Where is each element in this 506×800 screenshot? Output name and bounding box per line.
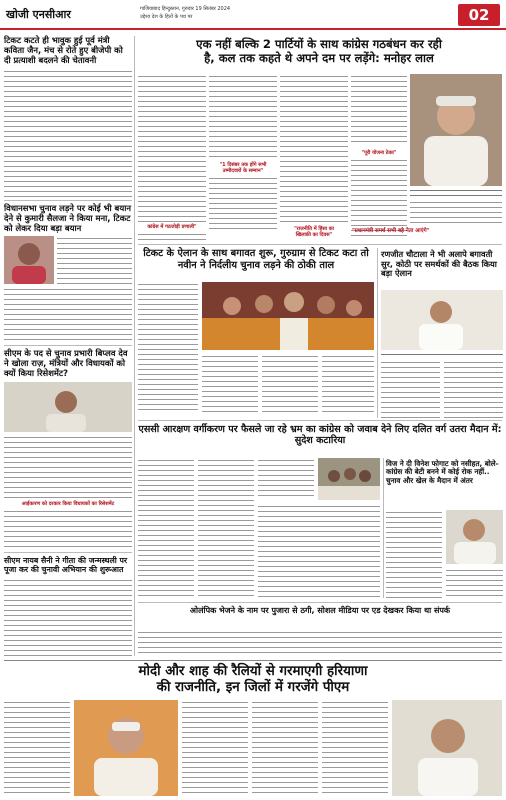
story2-headline: विधानसभा चुनाव लड़ने पर कोई भी बयान देने से कुमारी सैलजा ने किया मना, टिकट को लेकर दिया बड़ा बयान bbox=[4, 202, 132, 233]
lead-headline bbox=[138, 38, 500, 65]
page-header bbox=[0, 0, 506, 30]
story3-headline: सीएम के पद से चुनाव प्रभारी बिप्लव देव ने खोला राज़, मंत्रियों और विधायकों को क्यों किया रिसेशमेंट? bbox=[4, 348, 128, 379]
lead-subhead-1-line1: "1 दिसंबर तक होंगे सभी bbox=[219, 162, 267, 168]
story3-body bbox=[4, 435, 132, 499]
divider bbox=[4, 200, 132, 201]
story8-body-b bbox=[446, 568, 503, 598]
bottom-body-c bbox=[252, 700, 318, 796]
lead-body-col1b bbox=[138, 232, 206, 240]
masthead-meta bbox=[140, 5, 230, 21]
column-rule bbox=[134, 36, 135, 656]
kumari-selja-photo bbox=[4, 236, 54, 284]
story2-body-b bbox=[4, 287, 132, 342]
story2-row bbox=[4, 236, 132, 284]
portrait-icon bbox=[381, 290, 503, 350]
lead-body-col2 bbox=[209, 74, 277, 160]
page-number: 02 bbox=[458, 4, 500, 26]
portrait-icon bbox=[4, 382, 132, 432]
biplab-deb-photo bbox=[4, 382, 132, 432]
crowd-icon bbox=[202, 282, 374, 350]
lead-subhead-3-line1: "राजनीति में हिंसा का bbox=[294, 226, 334, 232]
bottom-body-b bbox=[182, 700, 248, 796]
lead-subhead-1 bbox=[209, 162, 277, 174]
lead-subhead-3 bbox=[280, 226, 348, 238]
portrait-icon bbox=[446, 510, 503, 564]
story5-body-c bbox=[262, 354, 318, 412]
story9-headline: ओलंपिक भेजने के नाम पर पुजारा से ठगी, सोशल मीडिया पर एड देखकर किया था संपर्क bbox=[189, 606, 451, 615]
story2-body-a bbox=[57, 236, 132, 284]
story5-headline: टिकट के ऐलान के साथ बगावत शुरू, गुरुग्राम से टिकट कटा तो नवीन ने निर्दलीय चुनाव लड़ने की ठोकी ताल bbox=[143, 248, 369, 271]
manohar-lal-photo bbox=[410, 74, 502, 186]
divider bbox=[138, 602, 502, 603]
anil-vij-photo bbox=[446, 510, 503, 564]
amit-shah-photo bbox=[392, 700, 502, 796]
left-column bbox=[4, 36, 132, 656]
lead-subhead-3-line2: खिलाफ़ी का दिवस" bbox=[295, 232, 333, 238]
lead-body-col1 bbox=[138, 74, 206, 222]
divider bbox=[4, 552, 132, 553]
divider bbox=[4, 345, 132, 346]
story4-body bbox=[4, 578, 132, 658]
story7-headline: एससी आरक्षण वर्गीकरण पर फैसले जा रहे भ्रम का कांग्रेस को जवाब देने लिए दलित वर्ग उतरा मैदान में: सुदेश कटारिया bbox=[138, 424, 502, 447]
divider bbox=[138, 244, 502, 245]
divider bbox=[4, 660, 502, 661]
lead-subhead-2: कांग्रेस में गठजोड़ी प्रणाली" bbox=[147, 224, 197, 230]
lead-headline-line1: एक नहीं बल्कि 2 पार्टियों के साथ कांग्रेस गठबंधन कर रही bbox=[196, 37, 442, 51]
modi-rally-photo bbox=[74, 700, 178, 796]
column-rule bbox=[383, 458, 384, 598]
masthead-brand: खोजी एनसीआर bbox=[6, 8, 71, 21]
lead-body-col5 bbox=[410, 200, 502, 224]
story3-body-b bbox=[4, 509, 132, 549]
meta-tagline: उद्देश्य देश के हितों के पथ पर bbox=[140, 14, 193, 20]
story7-body-d bbox=[258, 504, 380, 598]
lead-body-col2b bbox=[209, 176, 277, 230]
lead-body-col4 bbox=[351, 74, 407, 144]
naveen-goyal-photo bbox=[202, 282, 374, 350]
lead-subhead-4: "पूरी योजना ठेका" bbox=[361, 150, 397, 156]
photo-caption bbox=[410, 188, 502, 198]
story7-body-c bbox=[258, 458, 314, 500]
column-rule bbox=[377, 248, 378, 418]
bottom-body-d bbox=[322, 700, 388, 796]
bottom-headline-line2: की राजनीति, इन जिलों में गरजेंगे पीएम bbox=[156, 679, 350, 695]
lead-subhead-1-line2: उम्मीदवारों के सम्मान" bbox=[222, 168, 264, 174]
lead-headline-line2: है, कल तक कहते थे अपने दम पर लड़ेंगे: मनोहर लाल bbox=[204, 50, 434, 65]
portrait-icon bbox=[410, 74, 502, 186]
divider bbox=[138, 420, 502, 421]
lead-body-col3 bbox=[280, 74, 348, 224]
story5-body-d bbox=[322, 354, 374, 412]
portrait-icon bbox=[392, 700, 502, 796]
story6-headline: रणजीत चौटाला ने भी अलापे बगावती सुर, कोठी पर समर्थकों की बैठक किया बड़ा ऐलान bbox=[381, 249, 497, 279]
story6-body-b bbox=[444, 360, 503, 418]
portrait-icon bbox=[4, 236, 54, 284]
story6-body-a bbox=[381, 360, 440, 418]
bottom-headline bbox=[4, 664, 502, 696]
lead-pullquote: "प्रधानमंत्री समर्थ सभी बड़े नेता आएंगे" bbox=[352, 228, 430, 234]
story8-headline: विज ने दी विनेश फोगाट को नसीहत, बोले- कांग्रेस की बेटी बनने में कोई रोक नहीं.. चुनाव और खेल के मैदान में अंतर bbox=[386, 459, 499, 485]
ranjit-chautala-photo bbox=[381, 290, 503, 350]
story4-headline: सीएम नायब सैनी ने गीता की जन्मस्थली पर पूजा कर की चुनावी अभियान की शुरूआत bbox=[4, 556, 128, 575]
photo-caption bbox=[381, 352, 503, 358]
story5-body-b bbox=[202, 354, 258, 412]
kataria-meeting-photo bbox=[318, 458, 380, 500]
story9-body bbox=[138, 630, 502, 656]
story1-headline: टिकट कटते ही भावुक हुई पूर्व मंत्री कविता जैन, मंच से रोते हुए बीजेपी को दी प्रत्याशी बदलने की चेतावनी bbox=[4, 35, 123, 65]
story8-body-a bbox=[386, 510, 442, 598]
story3-subhead: आईकारण को दरकार किया विधायकों का रिसेशमेंट bbox=[21, 501, 115, 508]
story7-body-b bbox=[198, 458, 254, 598]
story7-body-a bbox=[138, 458, 194, 598]
story5-body-a bbox=[138, 282, 198, 412]
portrait-icon bbox=[74, 700, 178, 796]
meeting-icon bbox=[318, 458, 380, 500]
meta-date: गाजियाबाद हिन्दुस्तान, गुरुवार 19 सितंबर 2024 bbox=[140, 6, 231, 12]
bottom-headline-line1: मोदी और शाह की रैलियों से गरमाएगी हरियाणा bbox=[138, 664, 368, 679]
bottom-body-a bbox=[4, 700, 70, 796]
story1-body bbox=[4, 69, 132, 197]
